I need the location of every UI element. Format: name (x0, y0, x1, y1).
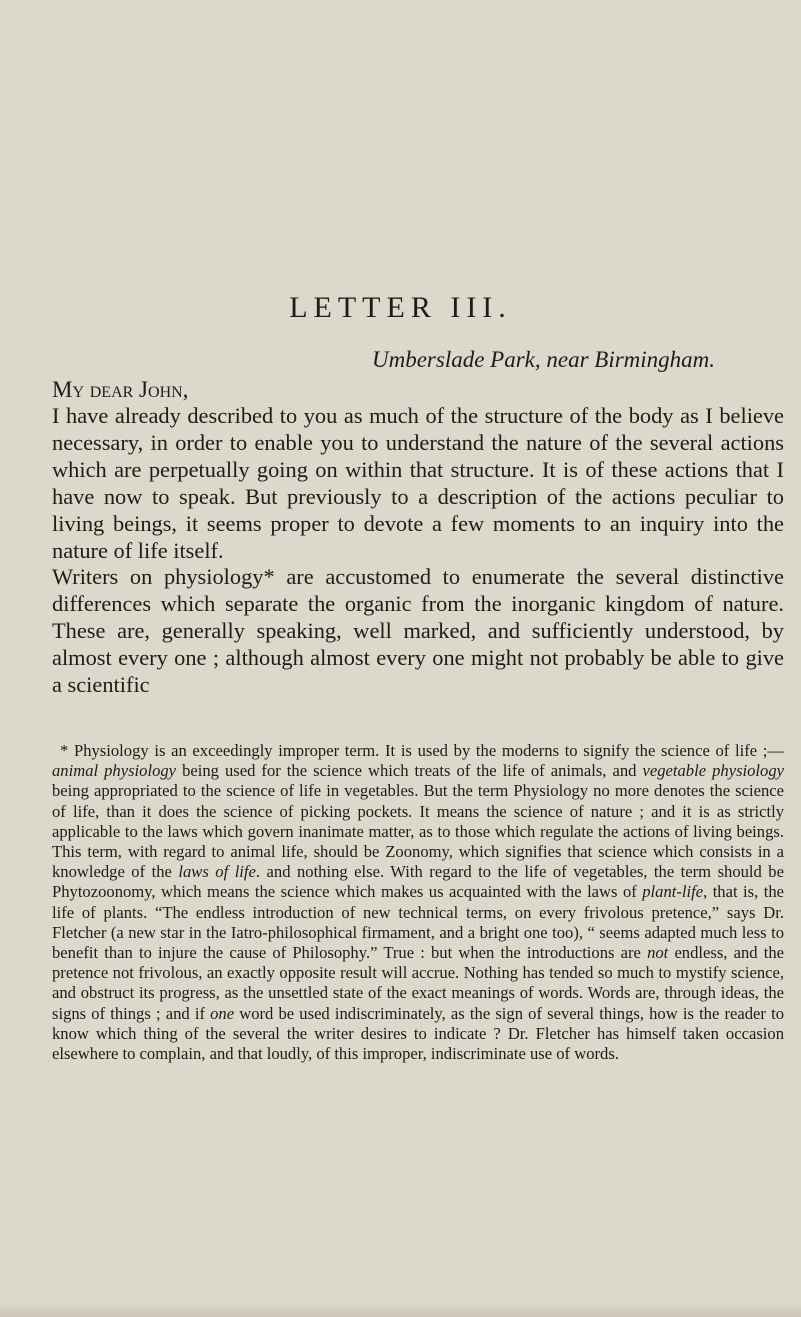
scan-shadow (0, 1303, 801, 1317)
letter-place-line: Umberslade Park, near Birmingham. (372, 347, 716, 372)
footnote-marker: * (60, 741, 69, 760)
footnote-segment: . and nothing else. With regard to the life of vegetables, the term should be Phytozoonomy, which means the science which makes us acquainted with the laws of (52, 862, 784, 902)
footnote-segment: endless, and the pretence not frivolous, an exactly opposite result will accrue. Nothing has tended so much to mystify science, and obstruct its progress, as the unsettled state of the exact meanings of words. Words are, through ideas, the signs of things ; and if (52, 943, 784, 1023)
footnote-segment-italic: not (647, 943, 669, 963)
footnote-segment: being used for the science which treats of the life of animals, and (176, 761, 643, 781)
body-paragraph-1: I have already described to you as much of the structure of the body as I believe necessary, in order to enable you to understand the nature of the several actions which are perpetually going on within that structure. It is of these actions that I have now to speak. But previously to a description of the actions peculiar to living beings, it seems proper to devote a few moments to an inquiry into the nature of life itself. (52, 403, 784, 563)
footnote (52, 741, 784, 1064)
footnote-segment: , that is, the life of plants. “The endless introduction of new technical terms, on every frivolous pretence,” says Dr. Fletcher (a new star in the Iatro-philosophical firmament, and a bright one too), “ seems adapted much less to benefit than to injure the cause of Philosophy.” True : but when the introductions are (52, 882, 784, 963)
footnote-segment-italic: vegetable physiology (642, 761, 784, 781)
footnote-segment-italic: laws of life (178, 862, 256, 882)
letter-salutation: My dear John, (52, 377, 189, 402)
footnote-segment-italic: one (210, 1003, 235, 1023)
footnote-segment-italic: plant-life (642, 882, 704, 902)
letter-heading: LETTER III. (289, 291, 512, 324)
footnote-segment: Physiology is an exceedingly improper term. It is used by the moderns to signify the science of life ;— (73, 741, 784, 760)
footnote-segment: being appropriated to the science of life in vegetables. But the term Physiology no more denotes the science of life, than it does the science of picking pockets. It means the science of nature ; and it is as strictly applicable to the laws which govern inanimate matter, as to those which regulate the actions of living beings. This term, with regard to animal life, should be Zoonomy, which signifies that science which consists in a knowledge of the (52, 781, 784, 882)
body-paragraph-2: Writers on physiology* are accustomed to enumerate the several distinctive differences which separate the organic from the inorganic kingdom of nature. These are, generally speaking, well marked, and sufficiently understood, by almost every one ; although almost every one might not probably be able to give a scientific (52, 564, 784, 697)
footnote-segment: word be used indiscriminately, as the sign of several things, how is the reader to know which thing of the several the writer desires to indicate ? Dr. Fletcher has himself taken occasion elsewhere to complain, and that loudly, of this improper, indiscriminate use of words. (52, 1003, 784, 1064)
footnote-segment-italic: animal physiology (52, 761, 177, 781)
